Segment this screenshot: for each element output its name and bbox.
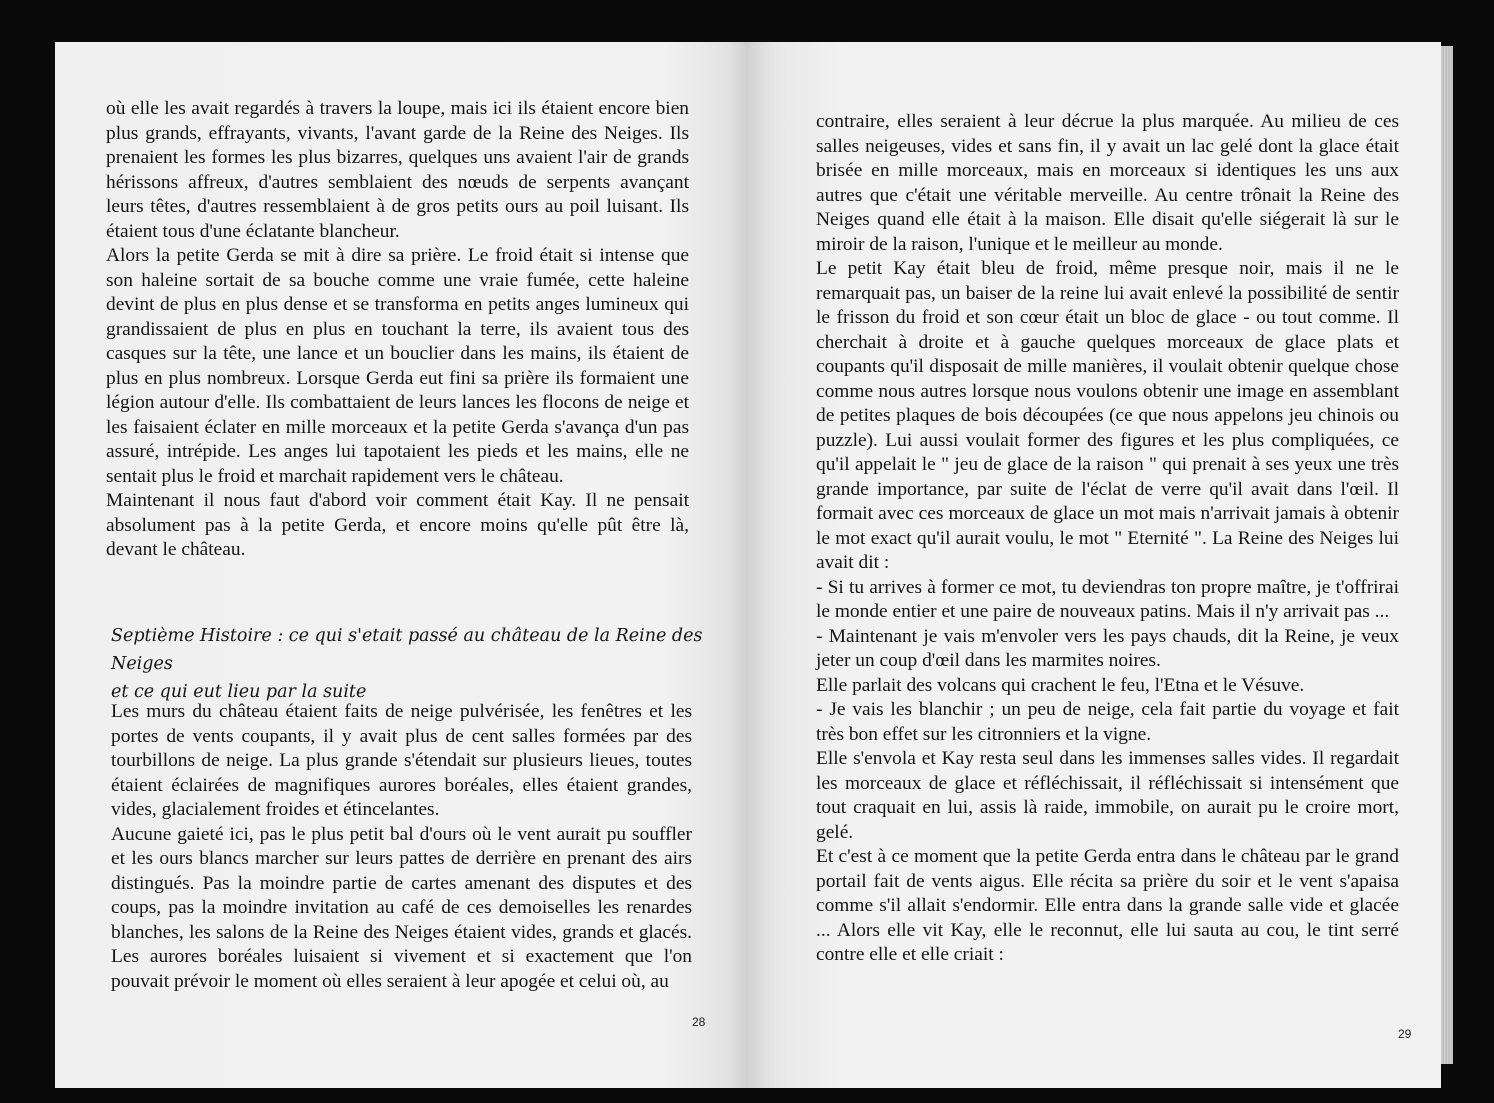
paragraph: Les murs du château étaient faits de neige pulvérisée, les fenêtres et les portes de vents coupants, il y avait plus de cent salles formées par des tourbillons de neige. La plus grande s'étendait sur plusieurs lieues, toutes étaient éclairées de magnifiques aurores boréales, elles étaient grandes, vides, glacialement froides et étincelantes. [111,701,692,820]
paragraph: Elle parlait des volcans qui crachent le feu, l'Etna et le Vésuve. [816,674,1305,696]
paragraph: Le petit Kay était bleu de froid, même presque noir, mais il ne le remarquait pas, un baiser de la reine lui avait enlevé la possibilité de sentir le frisson du froid et son cœur était un bloc de glace - ou tout comme. Il cherchait à droite et à gauche quelques morceaux de glace plats et coupants qu'il disposait de mille manières, il voulait obtenir quelque chose comme nous autres lorsque nous voulons obtenir une image en assemblant de petites plaques de bois découpées (ce que nous appelons jeu chinois ou puzzle). Lui aussi voulait former des figures et les plus compliquées, ce qu'il appelait le " jeu de glace de la raison " qui prenait à ses yeux une très grande importance, par suite de l'éclat de verre qu'il avait dans l'œil. Il formait avec ces morceaux de glace un mot mais n'arrivait jamais à obtenir le mot exact qu'il aurait voulu, le mot " Eternité ". La Reine des Neiges lui avait dit : [816,258,1399,573]
page-number-right: 29 [1398,1027,1412,1041]
paragraph: Maintenant il nous faut d'abord voir comment était Kay. Il ne pensait absolument pas à la petite Gerda, et encore moins qu'elle pût être là, devant le château. [106,490,689,560]
paragraph: - Je vais les blanchir ; un peu de neige, cela fait partie du voyage et fait très bon effet sur les citronniers et la vigne. [816,699,1399,745]
paragraph: contraire, elles seraient à leur décrue la plus marquée. Au milieu de ces salles neigeuses, vides et sans fin, il y avait un lac gelé dont la glace était brisée en mille morceaux, mais en morceaux si identiques les uns aux autres que c'était une véritable merveille. Au centre trônait la Reine des Neiges quand elle était à la maison. Elle disait qu'elle siégerait là sur le miroir de la raison, l'unique et le meilleur au monde. [816,111,1399,255]
paragraph: - Si tu arrives à former ce mot, tu deviendras ton propre maître, je t'offrirai le monde entier et une paire de nouveaux patins. Mais il n'y arrivait pas ... [816,576,1399,622]
paragraph: où elle les avait regardés à travers la loupe, mais ici ils étaient encore bien plus grands, effrayants, vivants, l'avant garde de la Reine des Neiges. Ils prenaient les formes les plus bizarres, quelques uns avaient l'air de grands hérissons affreux, d'autres semblaient des nœuds de serpents avançant leurs têtes, d'autres ressemblaient à de gros petits ours au poil luisant. Ils étaient tous d'une éclatante blancheur. [106,98,689,242]
chapter-heading-line-1: Septième Histoire : ce qui s'etait passé au château de la Reine des Neiges [111,626,703,674]
right-body-text [816,110,1399,968]
paragraph: Elle s'envola et Kay resta seul dans les immenses salles vides. Il regardait les morceaux de glace et réfléchissait, il réfléchissait si intensément que tout craquait en lui, assis là raide, immobile, on aurait pu le croire mort, gelé. [816,748,1399,843]
page-number-left: 28 [692,1015,706,1029]
page-stack-edge [1441,46,1453,1064]
chapter-heading [111,622,711,706]
paragraph: Alors la petite Gerda se mit à dire sa prière. Le froid était si intense que son haleine sortait de sa bouche comme une vraie fumée, cette haleine devint de plus en plus dense et se transforma en petits anges lumineux qui grandissaient de plus en plus en touchant la terre, ils avaient tous des casques sur la tête, une lance et un bouclier dans les mains, ils étaient de plus en plus nombreux. Lorsque Gerda eut fini sa prière ils formaient une légion autour d'elle. Ils combattaient de leurs lances les flocons de neige et les faisaient éclater en mille morceaux et la petite Gerda s'avança d'un pas assuré, intrépide. Les anges lui tapotaient les pieds et les mains, elle ne sentait plus le froid et marchait rapidement vers le château. [106,245,689,487]
left-body-text-top [106,97,689,563]
paragraph: - Maintenant je vais m'envoler vers les pays chauds, dit la Reine, je veux jeter un coup d'œil dans les marmites noires. [816,625,1399,671]
paragraph: Et c'est à ce moment que la petite Gerda entra dans le château par le grand portail fait de vents aigus. Elle récita sa prière du soir et le vent s'apaisa comme s'il allait s'endormir. Elle entra dans la grande salle vide et glacée ... Alors elle vit Kay, elle le reconnut, elle lui sauta au cou, le tint serré contre elle et elle criait : [816,846,1399,965]
paragraph: Aucune gaieté ici, pas le plus petit bal d'ours où le vent aurait pu souffler et les ours blancs marcher sur leurs pattes de derrière en prenant des airs distingués. Pas la moindre partie de cartes amenant des disputes et des coups, pas la moindre invitation au café de ces demoiselles les renardes blanches, les salons de la Reine des Neiges étaient vides, grands et glacés. Les aurores boréales luisaient si vivement et si exactement que l'on pouvait prévoir le moment où elles seraient à leur apogée et celui où, au [111,823,692,992]
left-body-text-bottom [111,700,692,994]
chapter-heading-line-2: et ce qui eut lieu par la suite [111,682,367,702]
